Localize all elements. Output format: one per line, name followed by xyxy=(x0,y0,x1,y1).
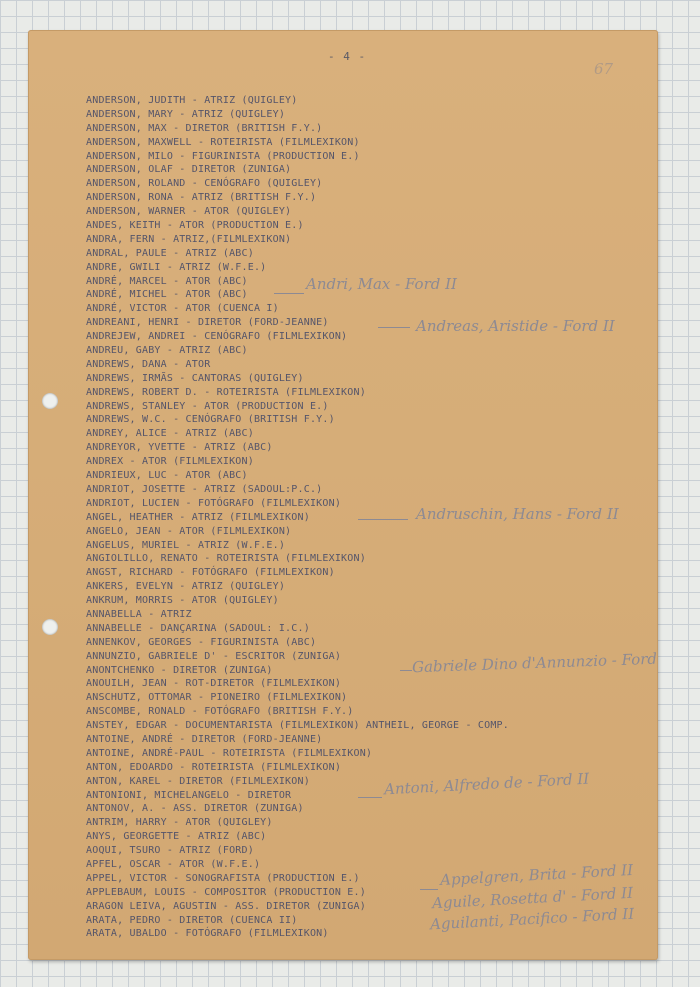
list-item: ANNABELLE - DANÇARINA (SADOUL: I.C.) xyxy=(86,622,310,634)
list-item: ANDRE, GWILI - ATRIZ (W.F.E.) xyxy=(86,261,267,273)
handwritten-note: Antoni, Alfredo de - Ford II xyxy=(383,769,590,799)
list-item: ANGELUS, MURIEL - ATRIZ (W.F.E.) xyxy=(86,539,286,551)
list-item: ANDERSON, ROLAND - CENÓGRAFO (QUIGLEY) xyxy=(86,178,323,190)
list-item: ANDRÉ, MARCEL - ATOR (ABC) xyxy=(86,275,248,287)
list-item: ANDREWS, STANLEY - ATOR (PRODUCTION E.) xyxy=(86,400,329,412)
list-item: ANSTEY, EDGAR - DOCUMENTARISTA (FILMLEXIKON) ANTHEIL, GEORGE - COMP. xyxy=(86,720,509,732)
punch-hole xyxy=(42,393,58,409)
list-item: ANDRAL, PAULE - ATRIZ (ABC) xyxy=(86,247,254,259)
list-item: ANTOINE, ANDRÉ-PAUL - ROTEIRISTA (FILMLEXIKON) xyxy=(86,747,373,759)
handwritten-connector xyxy=(400,670,412,671)
punch-hole xyxy=(42,619,58,635)
list-item: ANDRA, FERN - ATRIZ,(FILMLEXIKON) xyxy=(86,233,292,245)
list-item: ANTONIONI, MICHELANGELO - DIRETOR xyxy=(86,789,292,801)
list-item: ANDES, KEITH - ATOR (PRODUCTION E.) xyxy=(86,220,304,232)
list-item: ANDERSON, MAX - DIRETOR (BRITISH F.Y.) xyxy=(86,122,323,134)
list-item: ARAGON LEIVA, AGUSTIN - ASS. DIRETOR (ZUNIGA) xyxy=(86,900,366,912)
list-item: ANDRIEUX, LUC - ATOR (ABC) xyxy=(86,470,248,482)
handwritten-connector xyxy=(420,889,438,890)
list-item: ANDRIOT, LUCIEN - FOTÓGRAFO (FILMLEXIKON) xyxy=(86,497,342,509)
list-item: ANDREJEW, ANDREI - CENÓGRAFO (FILMLEXIKON) xyxy=(86,331,348,343)
handwritten-connector xyxy=(358,519,408,520)
handwritten-note: Aguile, Rosetta d' - Ford II xyxy=(431,883,634,913)
page-number: - 4 - xyxy=(328,50,367,63)
list-item: ANTON, EDOARDO - ROTEIRISTA (FILMLEXIKON) xyxy=(86,761,342,773)
handwritten-note: Andri, Max - Ford II xyxy=(306,275,457,293)
list-item: ANGEL, HEATHER - ATRIZ (FILMLEXIKON) xyxy=(86,511,310,523)
handwritten-note: Andreas, Aristide - Ford II xyxy=(416,317,615,335)
list-item: AOQUI, TSURO - ATRIZ (FORD) xyxy=(86,845,254,857)
list-item: ANSCHUTZ, OTTOMAR - PIONEIRO (FILMLEXIKON) xyxy=(86,692,348,704)
list-item: ANGST, RICHARD - FOTÓGRAFO (FILMLEXIKON) xyxy=(86,567,335,579)
handwritten-connector xyxy=(358,797,382,798)
list-item: ANDRÉ, VICTOR - ATOR (CUENCA I) xyxy=(86,303,279,315)
document-page xyxy=(28,30,658,960)
list-item: ANDREYOR, YVETTE - ATRIZ (ABC) xyxy=(86,442,273,454)
list-item: ANDREWS, DANA - ATOR xyxy=(86,358,211,370)
list-item: ARATA, UBALDO - FOTÓGRAFO (FILMLEXIKON) xyxy=(86,928,329,940)
list-item: ANYS, GEORGETTE - ATRIZ (ABC) xyxy=(86,831,267,843)
list-item: ANTON, KAREL - DIRETOR (FILMLEXIKON) xyxy=(86,775,310,787)
list-item: ANDREANI, HENRI - DIRETOR (FORD-JEANNE) xyxy=(86,317,329,329)
list-item: ANDERSON, WARNER - ATOR (QUIGLEY) xyxy=(86,206,292,218)
corner-pencil-mark: 67 xyxy=(594,60,614,78)
list-item: ANSCOMBE, RONALD - FOTÓGRAFO (BRITISH F.Y.) xyxy=(86,706,354,718)
list-item: ANDRÉ, MICHEL - ATOR (ABC) xyxy=(86,289,248,301)
list-item: ANNUNZIO, GABRIELE D' - ESCRITOR (ZUNIGA) xyxy=(86,650,342,662)
list-item: ANDREU, GABY - ATRIZ (ABC) xyxy=(86,345,248,357)
list-item: ANDRIOT, JOSETTE - ATRIZ (SADOUL:P.C.) xyxy=(86,483,323,495)
list-item: ANDERSON, MARY - ATRIZ (QUIGLEY) xyxy=(86,108,286,120)
list-item: APPEL, VICTOR - SONOGRAFISTA (PRODUCTION E.) xyxy=(86,872,360,884)
list-item: ANTOINE, ANDRÉ - DIRETOR (FORD-JEANNE) xyxy=(86,733,323,745)
list-item: APFEL, OSCAR - ATOR (W.F.E.) xyxy=(86,858,261,870)
list-item: ANDREWS, ROBERT D. - ROTEIRISTA (FILMLEXIKON) xyxy=(86,386,366,398)
handwritten-note: Gabriele Dino d'Annunzio - Ford xyxy=(411,649,658,677)
list-item: ANDREY, ALICE - ATRIZ (ABC) xyxy=(86,428,254,440)
handwritten-note: Andruschin, Hans - Ford II xyxy=(416,505,619,523)
list-item: ANDREX - ATOR (FILMLEXIKON) xyxy=(86,456,254,468)
list-item: APPLEBAUM, LOUIS - COMPOSITOR (PRODUCTION E.) xyxy=(86,886,366,898)
list-item: ANDERSON, JUDITH - ATRIZ (QUIGLEY) xyxy=(86,95,298,106)
list-item: ANDREWS, IRMÃS - CANTORAS (QUIGLEY) xyxy=(86,372,304,384)
list-item: ARATA, PEDRO - DIRETOR (CUENCA II) xyxy=(86,914,298,926)
list-item: ANNENKOV, GEORGES - FIGURINISTA (ABC) xyxy=(86,636,317,648)
list-item: ANOUILH, JEAN - ROT-DIRETOR (FILMLEXIKON) xyxy=(86,678,342,690)
list-item: ANKERS, EVELYN - ATRIZ (QUIGLEY) xyxy=(86,581,286,593)
list-item: ANONTCHENKO - DIRETOR (ZUNIGA) xyxy=(86,664,273,676)
list-item: ANNABELLA - ATRIZ xyxy=(86,608,192,620)
handwritten-connector xyxy=(274,293,304,294)
list-item: ANDREWS, W.C. - CENÓGRAFO (BRITISH F.Y.) xyxy=(86,414,335,426)
list-item: ANGIOLILLO, RENATO - ROTEIRISTA (FILMLEXIKON) xyxy=(86,553,366,565)
list-item: ANDERSON, RONA - ATRIZ (BRITISH F.Y.) xyxy=(86,192,317,204)
list-item: ANDERSON, MAXWELL - ROTEIRISTA (FILMLEXIKON) xyxy=(86,136,360,148)
handwritten-note: Appelgren, Brita - Ford II xyxy=(439,860,634,890)
list-item: ANTONOV, A. - ASS. DIRETOR (ZUNIGA) xyxy=(86,803,304,815)
handwritten-note: Aguilanti, Pacifico - Ford II xyxy=(429,904,635,934)
list-item: ANDERSON, OLAF - DIRETOR (ZUNIGA) xyxy=(86,164,292,176)
list-item: ANTRIM, HARRY - ATOR (QUIGLEY) xyxy=(86,817,273,829)
list-item: ANKRUM, MORRIS - ATOR (QUIGLEY) xyxy=(86,595,279,607)
list-item: ANDERSON, MILO - FIGURINISTA (PRODUCTION E.) xyxy=(86,150,360,162)
handwritten-connector xyxy=(378,327,410,328)
list-item: ANGELO, JEAN - ATOR (FILMLEXIKON) xyxy=(86,525,292,537)
